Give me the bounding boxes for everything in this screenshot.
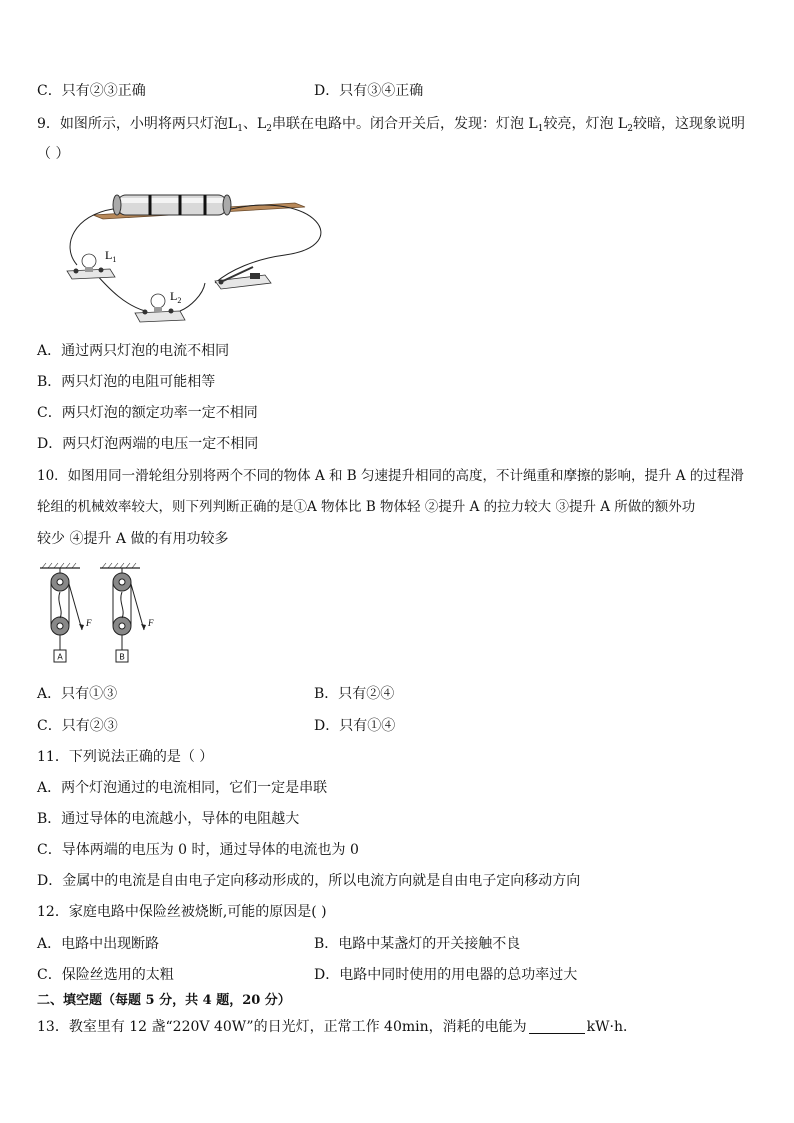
q11-stem: 11．下列说法正确的是（ ） (37, 749, 214, 765)
q12-option-b: B．电路中某盏灯的开关接触不良 (314, 936, 521, 952)
q10-stem-line2: 轮组的机械效率较大，则下列判断正确的是①A 物体比 B 物体轻 ②提升 A 的拉力较大 ③提升 A 所做的额外功 (37, 499, 696, 515)
force-f-label-a: F (86, 618, 92, 628)
q9-option-d: D．两只灯泡两端的电压一定不相同 (37, 436, 259, 452)
q9-option-c: C．两只灯泡的额定功率一定不相同 (37, 405, 258, 421)
q13-stem: 13．教室里有 12 盏“220V 40W”的日光灯，正常工作 40min，消耗的电能为 kW·h． (37, 1019, 637, 1035)
q9-answer-paren: （ ） (37, 146, 70, 162)
q9-circuit-figure (55, 185, 345, 330)
q10-pulley-figure (38, 562, 163, 670)
q10-option-b: B．只有②④ (314, 686, 395, 702)
q9-stem: 9．如图所示，小明将两只灯泡$L_1$、$L_2$串联在电路中。闭合开关后，发现：灯泡 $L_1$较亮，灯泡 $L_2$较暗，这现象说明 (37, 116, 745, 134)
block-b-label: B (119, 652, 125, 662)
q11-option-a: A．两个灯泡通过的电流相同，它们一定是串联 (37, 780, 328, 796)
q8-option-c: C．只有②③正确 (37, 83, 146, 99)
q10-stem-line1: 10．如图用同一滑轮组分别将两个不同的物体 A 和 B 匀速提升相同的高度，不计绳重和摩擦的影响，提升 A 的过程滑 (37, 468, 744, 484)
q10-option-d: D．只有①④ (314, 718, 396, 734)
q8-option-d: D．只有③④正确 (314, 83, 424, 99)
block-a-label: A (57, 652, 63, 662)
q12-option-d: D．电路中同时使用的用电器的总功率过大 (314, 967, 578, 983)
l2-label: $L_2$ (170, 289, 182, 305)
q12-option-c: C．保险丝选用的太粗 (37, 967, 174, 983)
q11-option-c: C．导体两端的电压为 0 时，通过导体的电流也为 0 (37, 842, 359, 858)
q11-option-d: D．金属中的电流是自由电子定向移动形成的，所以电流方向就是自由电子定向移动方向 (37, 873, 581, 889)
force-f-label-b: F (148, 618, 154, 628)
q9-option-a: A．通过两只灯泡的电流不相同 (37, 343, 230, 359)
q10-option-c: C．只有②③ (37, 718, 118, 734)
l1-label: $L_1$ (105, 248, 117, 264)
section-heading: 二、填空题（每题 5 分，共 4 题，20 分） (37, 993, 291, 1008)
q9-option-b: B．两只灯泡的电阻可能相等 (37, 374, 216, 390)
q12-option-a: A．电路中出现断路 (37, 936, 160, 952)
q10-option-a: A．只有①③ (37, 686, 118, 702)
q10-stem-line3: 较少 ④提升 A 做的有用功较多 (37, 531, 229, 547)
q11-option-b: B．通过导体的电流越小，导体的电阻越大 (37, 811, 300, 827)
answer-blank[interactable] (529, 1019, 585, 1034)
q12-stem: 12．家庭电路中保险丝被烧断,可能的原因是( ) (37, 904, 327, 920)
